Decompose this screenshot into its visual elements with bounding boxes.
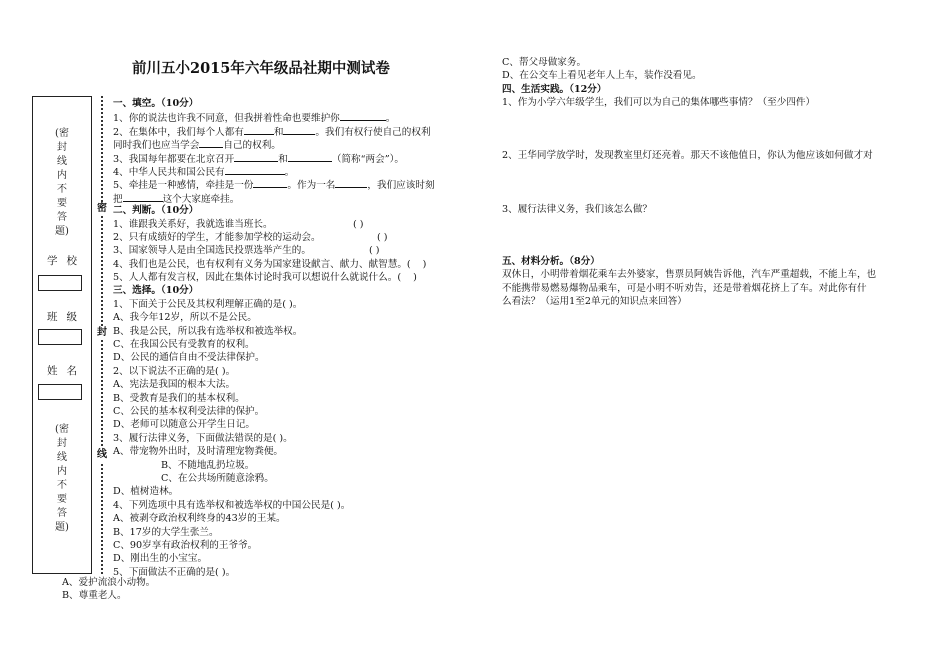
- practice-q3: 3、履行法律义务，我们该怎么做？: [502, 204, 653, 215]
- fill-blank[interactable]: [335, 177, 367, 188]
- choice-line: 2、以下说法不正确的是( )。: [113, 365, 236, 377]
- fill-q3: 3、我国每年都要在北京召开 和 （简称“两会”）。: [113, 151, 435, 164]
- practice-q1: 1、作为小学六年级学生，我们可以为自己的集体哪些事情？（至少四件）: [502, 97, 816, 109]
- material-line: 不能携带易燃易爆物品乘车，可是小明不听劝告，还是带着烟花挤上了车。对此你有什: [502, 282, 867, 294]
- fill-q5: 5、牵挂是一种感情，牵挂是一份 。作为一名 ，我们应该时刻: [113, 177, 435, 190]
- seal-note-top: (密封线内不要答题): [55, 128, 69, 237]
- left-column: [113, 97, 435, 579]
- name-label: 姓名: [47, 365, 86, 377]
- school-label: 学校: [47, 255, 86, 267]
- choice-line: C、公民的基本权利受法律的保护。: [113, 405, 265, 417]
- choice-line: A、被剥夺政治权利终身的43岁的王某。: [113, 513, 286, 525]
- choice-line: A、带宠物外出时，及时清理宠物粪便。: [113, 446, 284, 458]
- fill-blank[interactable]: [225, 164, 285, 175]
- right-column-top: [502, 56, 815, 110]
- answer-paren[interactable]: ): [422, 258, 427, 270]
- exam-title: 前川五小2015年六年级品社期中测试卷: [132, 60, 390, 77]
- section1-heading: 一、填空。（10分）: [113, 98, 199, 109]
- choice-line: B、尊重老人。: [62, 590, 127, 602]
- answer-paren[interactable]: ( ): [369, 245, 380, 257]
- school-field[interactable]: [38, 275, 82, 291]
- fill-q5-cont: 把 这个大家庭牵挂。: [113, 191, 435, 204]
- class-field[interactable]: [38, 329, 82, 345]
- material-line: 么看法？（运用1至2单元的知识点来回答）: [502, 296, 687, 308]
- section3-heading: 三、选择。（10分）: [113, 285, 199, 297]
- choice-line: C、在公共场所随意涂鸦。: [161, 472, 274, 484]
- choice-line: D、老师可以随意公开学生日记。: [113, 419, 256, 431]
- section5-heading: 五、材料分析。（8分）: [502, 256, 600, 267]
- choice-line: D、刚出生的小宝宝。: [113, 553, 208, 565]
- choice-line: D、在公交车上看见老年人上车，装作没看见。: [502, 70, 702, 82]
- judge-q5: 5、人人都有发言权，因此在集体讨论时我可以想说什么就说什么。( ): [113, 272, 417, 284]
- answer-paren[interactable]: ): [413, 272, 417, 284]
- seal-char-xian: 线: [97, 449, 107, 460]
- practice-q2: 2、王华同学放学时，发现教室里灯还亮着。那天不该他值日，你认为他应该如何做才对: [502, 150, 873, 161]
- fill-blank[interactable]: [123, 191, 163, 202]
- choice-line: B、我是公民，所以我有选举权和被选举权。: [113, 325, 303, 337]
- fill-blank[interactable]: [253, 177, 287, 188]
- choice-line: C、帮父母做家务。: [502, 57, 587, 68]
- judge-q2: 2、只有成绩好的学生，才能参加学校的运动会。 ( ): [113, 231, 388, 243]
- answer-paren[interactable]: ( ): [377, 231, 388, 243]
- choice-line: C、90岁享有政治权利的王爷爷。: [113, 539, 258, 551]
- section2-heading: 二、判断。（10分）: [113, 205, 199, 217]
- judge-q1: 1、谁跟我关系好，我就选谁当班长。 ( ): [113, 218, 364, 230]
- judge-q3: 3、国家领导人是由全国选民投票选举产生的。 ( ): [113, 245, 380, 257]
- class-label: 班级: [47, 311, 86, 323]
- choice-line: D、植树造林。: [113, 486, 179, 498]
- judge-q4: 4、我们也是公民，也有权利有义务为国家建设献言、献力、献智慧。( ): [113, 258, 427, 270]
- choice-line: A、爱护流浪小动物。: [62, 577, 156, 588]
- fill-blank[interactable]: [234, 151, 278, 162]
- choice-line: C、在我国公民有受教育的权利。: [113, 339, 255, 351]
- answer-paren[interactable]: ( ): [353, 218, 364, 230]
- choice-line: A、我今年12岁，所以不是公民。: [113, 312, 257, 324]
- fill-q1: 1、你的说法也许我不同意，但我拼着性命也要维护你 。: [113, 110, 435, 123]
- seal-note-bottom: (密封线内不要答题): [55, 424, 69, 533]
- choice-line: B、17岁的大学生张兰。: [113, 526, 219, 538]
- fill-q2: 2、在集体中，我们每个人都有 和 。我们有权行使自己的权利: [113, 124, 435, 137]
- fill-q2-cont: 同时我们也应当学会 自己的权利。: [113, 137, 435, 150]
- choice-line: 5、下面做法不正确的是( )。: [113, 566, 236, 578]
- seal-char-mi: 密: [97, 203, 107, 214]
- section5: [502, 255, 876, 309]
- seal-char-feng: 封: [97, 327, 107, 338]
- left-tail: [62, 576, 155, 603]
- choice-line: 3、履行法律义务，下面做法错误的是( )。: [113, 432, 293, 444]
- fill-blank[interactable]: [340, 110, 386, 121]
- choice-line: D、公民的通信自由不受法律保护。: [113, 352, 265, 364]
- choice-line: B、不随地乱扔垃圾。: [161, 459, 255, 471]
- section4-heading: 四、生活实践。（12分）: [502, 83, 607, 95]
- choice-line: 4、下列选项中具有选举权和被选举权的中国公民是( )。: [113, 499, 351, 511]
- choice-line: 1、下面关于公民及其权利理解正确的是( )。: [113, 298, 303, 310]
- choice-line: A、宪法是我国的根本大法。: [113, 379, 236, 391]
- fill-blank[interactable]: [199, 137, 223, 148]
- name-field[interactable]: [38, 384, 82, 400]
- fill-blank[interactable]: [288, 151, 332, 162]
- fill-blank[interactable]: [283, 124, 315, 135]
- material-line: 双休日，小明带着烟花乘车去外婆家，售票员阿姨告诉他，汽车严重超载，不能上车，也: [502, 269, 877, 281]
- choice-line: B、受教育是我们的基本权利。: [113, 392, 245, 404]
- binding-margin: [32, 96, 92, 574]
- fill-q4: 4、中华人民共和国公民有 。: [113, 164, 435, 177]
- fill-blank[interactable]: [244, 124, 274, 135]
